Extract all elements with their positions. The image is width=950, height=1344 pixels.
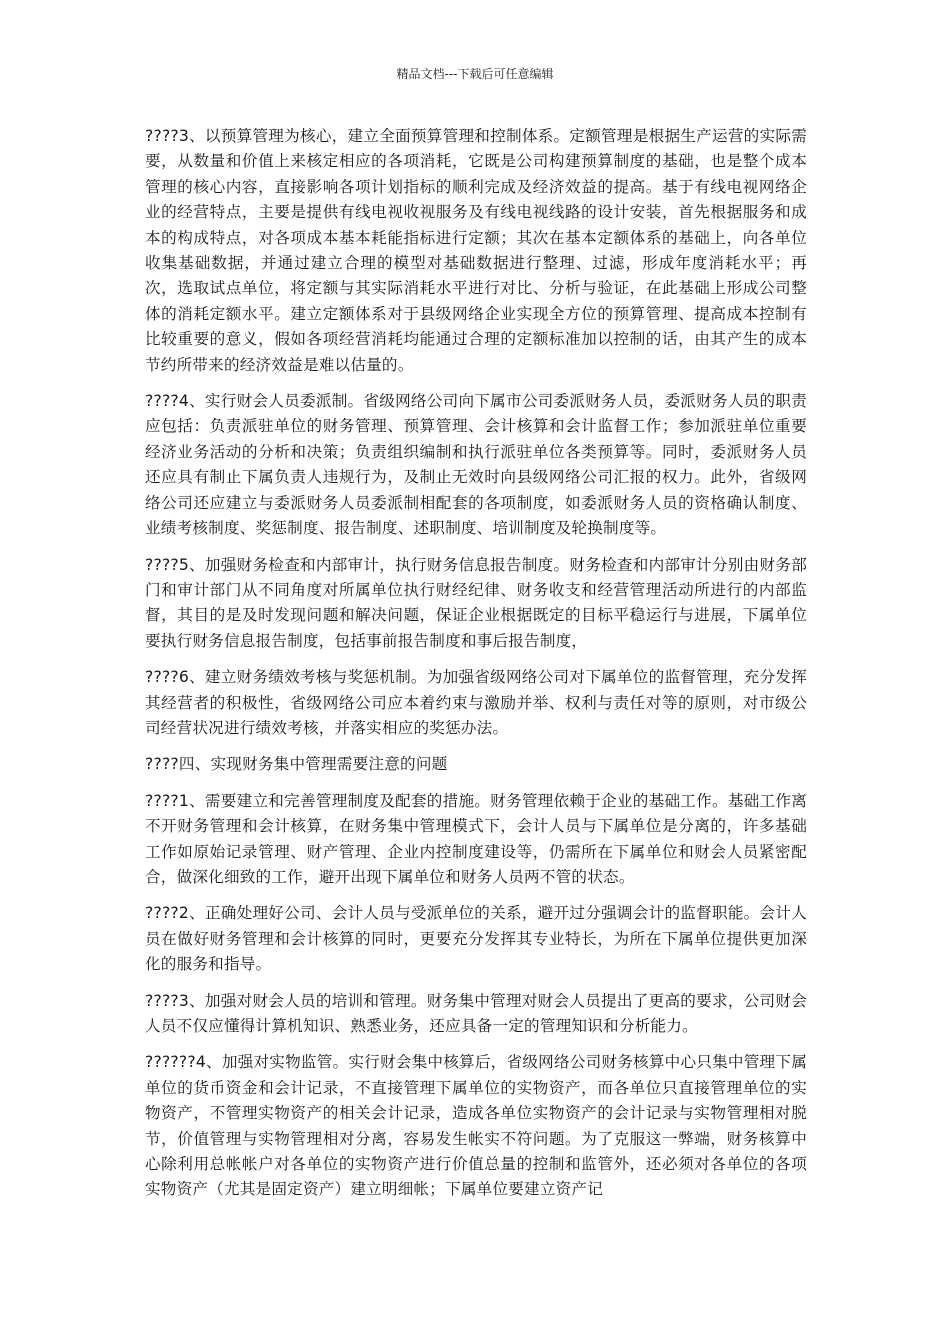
paragraph-accountant-assignment: ????4、实行财会人员委派制。省级网络公司向下属市公司委派财务人员，委派财务人员的职责应包括：负责派驻单位的财务管理、预算管理、会计核算和会计监督工作；参加派驻单位重要经济业务活动的分析和决策；负责组织编制和执行派驻单位各类预算等。同时，委派财务人员还应具有制止下属负责人违规行为，及制止无效时向县级网络公司汇报的权力。此外，省级网络公司还应建立与委派财务人员委派制相配套的各项制度，如委派财务人员的资格确认制度、业绩考核制度、奖惩制度、报告制度、述职制度、培训制度及轮换制度等。 <box>145 392 807 538</box>
paragraph-budget-management: ????3、以预算管理为核心，建立全面预算管理和控制体系。定额管理是根据生产运营的实际需要，从数量和价值上来核定相应的各项消耗，它既是公司构建预算制度的基础，也是整个成本管理的核心内容，直接影响各项计划指标的顺利完成及经济效益的提高。基于有线电视网络企业的经营特点，主要是提供有线电视收视服务及有线电视线路的设计安装，首先根据服务和成本的构成特点，对各项成本基本耗能指标进行定额；其次在基本定额体系的基础上，向各单位收集基础数据，并通过建立合理的模型对基础数据进行整理、过滤，形成年度消耗水平；再次，选取试点单位，将定额与其实际消耗水平进行对比、分析与验证，在此基础上形成公司整体的消耗定额水平。建立定额体系对于县级网络企业实现全方位的预算管理、提高成本控制有比较重要的意义，假如各项经营消耗均能通过合理的定额标准加以控制的话，由其产生的成本节约所带来的经济效益是难以估量的。 <box>145 127 807 374</box>
paragraph-management-system: ????1、需要建立和完善管理制度及配套的措施。财务管理依赖于企业的基础工作。基础工作离不开财务管理和会计核算，在财务集中管理模式下，会计人员与下属单位是分离的，许多基础工作如原始记录管理、财产管理、企业内控制度建设等，仍需所在下属单位和财会人员紧密配合，做深化细致的工作，避开出现下属单位和财务人员两不管的状态。 <box>145 791 807 886</box>
paragraph-asset-supervision: ??????4、加强对实物监管。实行财会集中核算后，省级网络公司财务核算中心只集中管理下属单位的货币资金和会计记录，不直接管理下属单位的实物资产，而各单位只直接管理单位的实物资产，不管理实物资产的相关会计记录，造成各单位实物资产的会计记录与实物管理相对脱节，价值管理与实物管理相对分离，容易发生帐实不符问题。为了克服这一弊端，财务核算中心除利用总帐帐户对各单位的实物资产进行价值总量的控制和监管外，还必须对各单位的各项实物资产（尤其是固定资产）建立明细帐；下属单位要建立资产记 <box>145 1053 807 1199</box>
paragraph-staff-training: ????3、加强对财会人员的培训和管理。财务集中管理对财会人员提出了更高的要求，公司财会人员不仅应懂得计算机知识、熟悉业务，还应具备一定的管理知识和分析能力。 <box>145 991 807 1035</box>
paragraph-performance-incentive: ????6、建立财务绩效考核与奖惩机制。为加强省级网络公司对下属单位的监督管理，充分发挥其经营者的积极性，省级网络公司应本着约束与激励并举、权利与责任对等的原则，对市级公司经营状况进行绩效考核，并落实相应的奖惩办法。 <box>145 668 807 737</box>
paragraph-audit-reporting: ????5、加强财务检查和内部审计，执行财务信息报告制度。财务检查和内部审计分别由财务部门和审计部门从不同角度对所属单位执行财经纪律、财务收支和经营管理活动所进行的内部监督，其目的是及时发现问题和解决问题，保证企业根据既定的目标平稳运行与进展，下属单位要执行财务信息报告制度，包括事前报告制度和事后报告制度， <box>145 555 807 650</box>
document-body <box>145 124 807 1214</box>
page-header: 精品文档---下载后可任意编辑 <box>396 67 554 81</box>
paragraph-relationship-handling: ????2、正确处理好公司、会计人员与受派单位的关系，避开过分强调会计的监督职能。会计人员在做好财务管理和会计核算的同时，更要充分发挥其专业特长，为所在下属单位提供更加深化的服务和指导。 <box>145 904 807 974</box>
section-heading-issues: ????四、实现财务集中管理需要注意的问题 <box>145 755 448 774</box>
